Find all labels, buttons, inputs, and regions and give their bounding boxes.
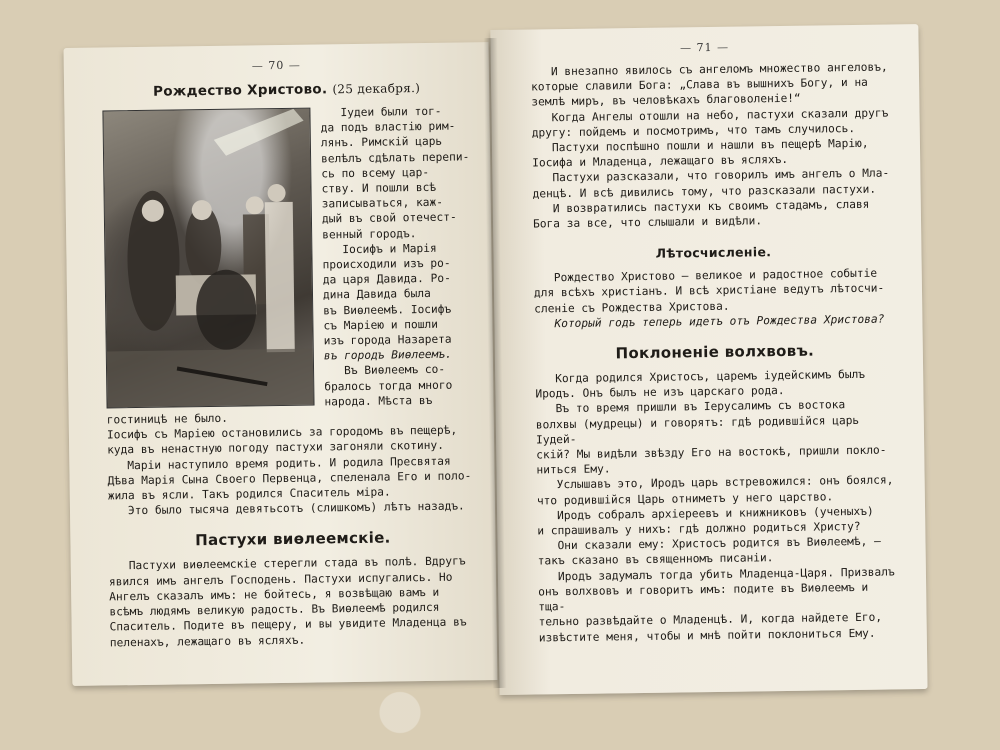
text-line: жила въ ясли. Такъ родился Спаситель міра. — [107, 485, 391, 503]
shepherds-title: Пастухи виѳлеемскіе. — [195, 528, 391, 550]
text-line: Иродъ собралъ архіереевъ и книжниковъ (ученыхъ) — [557, 504, 874, 523]
shepherds-paragraph — [109, 554, 479, 650]
magi-title: Поклоненіе волхвовъ. — [615, 341, 815, 363]
text-line: происходили изъ ро- — [322, 256, 451, 272]
text-line: Когда Ангелы отошли на небо, пастухи сказали другъ — [551, 106, 889, 124]
text-line: И внезапно явилось съ ангеломъ множество ангеловъ, — [550, 60, 888, 79]
text-line: для всѣхъ христіанъ. И всѣ христіане ведутъ лѣтосчи- — [533, 282, 885, 300]
text-line: Іосифъ съ Маріею остановились за городомъ въ пещерѣ, — [106, 423, 458, 442]
text-line: явился имъ ангелъ Господень. Пастухи испугались. Но — [108, 570, 453, 589]
nativity-engraving-icon — [103, 109, 313, 408]
text-line: гостиницѣ не было. — [106, 411, 229, 427]
right-page-number: — 71 — — [679, 40, 730, 55]
text-line: Пастухи виѳлеемскіе стерегли стада въ полѣ. Вдругъ — [128, 554, 466, 573]
text-line: Iудеи были тог- — [340, 104, 442, 120]
text-line: такъ сказано въ священномъ писаніи. — [537, 551, 774, 568]
chronology-question: Который годъ теперь идетъ отъ Рождества Христова? — [554, 312, 885, 331]
text-line: ниться Ему. — [536, 462, 611, 477]
text-line: скій? Мы видѣли звѣзду Его на востокѣ, пришли покло- — [536, 443, 887, 462]
text-line: велѣлъ сдѣлать перепи- — [321, 149, 470, 166]
text-line: Они сказали ему: Христосъ родится въ Виѳлеемѣ, — — [557, 534, 881, 553]
chronology-title: Лѣтосчисленіе. — [655, 244, 772, 262]
nativity-illustration — [102, 108, 314, 409]
magi-paragraphs — [535, 366, 899, 645]
text-line: тельно развѣдайте о Младенцѣ. И, когда найдете Его, — [538, 610, 883, 629]
text-line: дый въ свой отечест- — [321, 210, 457, 226]
left-page — [64, 42, 498, 686]
text-line: съ Маріею и пошли — [323, 317, 439, 333]
text-line: Спаситель. Подите въ пещеру, и вы увидите Младенца въ — [109, 615, 467, 634]
text-line: Пастухи разсказали, что говорилъ имъ ангелъ о Мла- — [552, 166, 890, 185]
text-line: Иродъ. Онъ былъ не изъ царскаго рода. — [535, 384, 785, 401]
text-line: въ Виѳлеемѣ. Іосифъ — [323, 302, 452, 318]
text-line: Въ то время пришли въ Іерусалимъ съ востока — [555, 398, 846, 416]
text-line: другу: пойдемъ и посмотримъ, что тамъ случилось. — [531, 121, 856, 140]
text-line: сленіе съ Рождества Христова. — [534, 299, 730, 316]
text-line: Рождество Христово — великое и радостное событіе — [553, 266, 878, 285]
nativity-title-text: Рождество Христово. — [152, 81, 328, 100]
text-line: да подъ властію рим- — [320, 119, 456, 135]
nativity-paragraph-5: Это было тысяча девятьсотъ (слишкомъ) лѣтъ назадъ. — [127, 499, 465, 518]
text-line: въ городъ Виѳлеемъ. — [323, 347, 452, 363]
angels-paragraphs — [531, 59, 893, 231]
text-line: Маріи наступило время родить. И родила Пресвятая — [127, 454, 451, 472]
text-line: записываться, каж- — [321, 195, 444, 211]
text-line: дина Давида была — [322, 287, 431, 302]
left-body — [102, 103, 477, 519]
text-line: ству. И пошли всѣ — [321, 180, 437, 196]
text-line: Когда родился Христосъ, царемъ іудейскимъ былъ — [555, 367, 866, 386]
text-line: Іосифа и Младенца, лежащаго въ ясляхъ. — [532, 153, 789, 170]
text-line: и спрашивалъ у нихъ: гдѣ должно родиться Христу? — [537, 520, 861, 538]
text-line: народа. Мѣста въ — [324, 393, 433, 409]
text-line: волхвы (мудрецы) и говорятъ: гдѣ родившійся царь Іудей- — [535, 413, 860, 447]
text-line: изъ города Назарета — [323, 332, 452, 348]
text-line: денцѣ. И всѣ дивились тому, что разсказали пастухи. — [532, 182, 877, 201]
nativity-paragraph-3-continued — [107, 423, 476, 459]
text-line: сь по всему цар- — [321, 165, 430, 181]
text-line: Иродъ задумалъ тогда убить Младенца-Царя. Призвалъ — [557, 565, 895, 583]
text-line: Услышавъ это, Иродъ царь встревожился: онъ боялся, — [556, 473, 894, 492]
text-line: онъ волхвовъ и говоритъ имъ: подите въ Виѳлеемъ и тща- — [538, 580, 869, 614]
open-book — [63, 24, 930, 706]
text-line: да царя Давида. Ро- — [322, 271, 451, 287]
text-line: всѣмъ людямъ великую радость. Въ Виѳлеемѣ родился — [109, 600, 440, 619]
left-page-number: — 70 — — [251, 58, 301, 73]
nativity-title — [102, 79, 471, 100]
text-line: И возвратились пастухи къ своимъ стадамъ, славя — [552, 197, 870, 216]
nativity-paragraph-4 — [107, 453, 477, 504]
text-line: извѣстите меня, чтобы и мнѣ пойти поклониться Ему. — [538, 626, 876, 644]
chronology-paragraph — [534, 266, 895, 332]
text-line: Пастухи поспѣшно пошли и нашли въ пещерѣ Марію, — [551, 136, 869, 155]
text-line: Въ Виѳлеемъ со- — [343, 363, 446, 378]
text-line: землѣ миръ, въ человѣкахъ благоволеніе!“ — [531, 92, 801, 109]
text-line: Іосифъ и Марія — [342, 241, 437, 256]
text-line: Ангелъ сказалъ имъ: не бойтесь, я возвѣщаю вамъ и — [109, 585, 440, 604]
nativity-title-date: (25 декабря.) — [332, 81, 421, 97]
text-line: Бога за все, что слышали и видѣли. — [532, 214, 763, 231]
text-line: что родившійся Царь отниметъ у него царство. — [536, 489, 834, 508]
text-line: пеленахъ, лежащаго въ ясляхъ. — [109, 633, 306, 649]
text-line: венный городъ. — [322, 226, 417, 242]
text-line: бралось тогда много — [324, 378, 453, 394]
text-line: куда въ ненастную погоду пастухи загоняли скотину. — [107, 439, 444, 457]
text-line: лянъ. Римскій царь — [320, 135, 443, 150]
text-line: которые славили Бога: „Слава въ вышнихъ Богу, и на — [531, 75, 868, 94]
text-line: Дѣва Марія Сына Своего Первенца, спеленала Его и поло- — [107, 469, 472, 488]
right-page — [490, 24, 927, 695]
